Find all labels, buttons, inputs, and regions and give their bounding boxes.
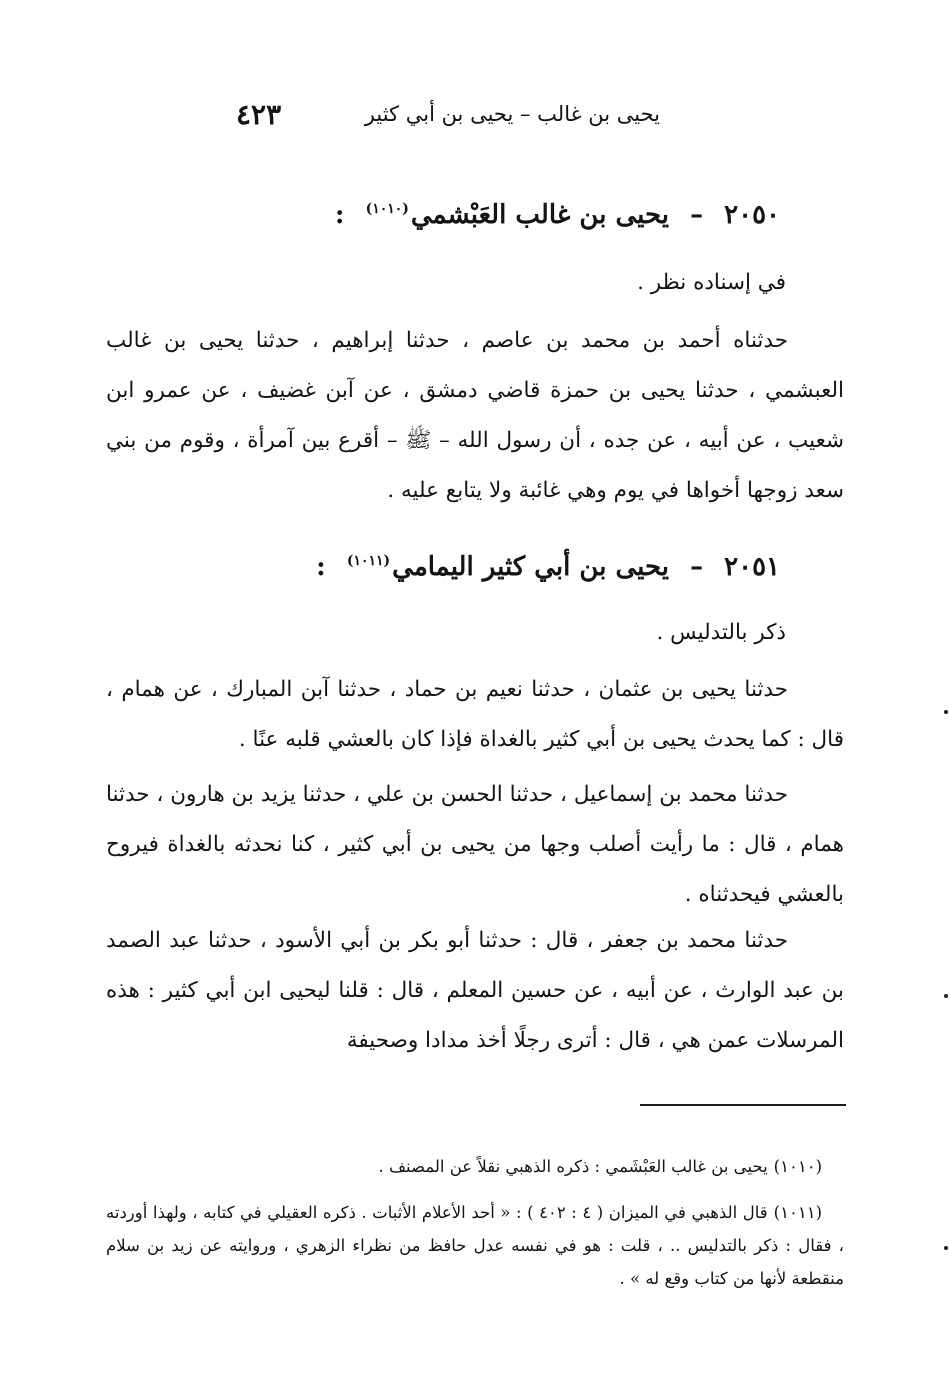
entry-paragraph: حدثنا محمد بن إسماعيل ، حدثنا الحسن بن علي ، حدثنا يزيد بن هارون ، حدثنا همام ، قال : ما رأيت أصلب وجها من يحيى بن أبي كثير ، كنا نحدثه بالغداة فيروح بالعشي فيحدثناه . (106, 782, 844, 907)
entry-number: ٢٠٥٠ (724, 200, 780, 230)
entry-intro: في إسناده نظر . (637, 270, 786, 295)
footnote-separator (640, 1104, 846, 1106)
entry-colon: : (334, 200, 345, 230)
footnote-text: قال الذهبي في الميزان ( ٤ : ٤٠٢ ) : « أحد الأعلام الأثبات . ذكره العقيلي في كتابه ، ولهذا أوردته ، فقال : ذكر بالتدليس .. ، قلت : هو في نفسه عدل حافظ من نظراء الزهري ، وروايته عن زيد بن سلام منقطعة لأنها من كتاب وقع له » . (106, 1203, 844, 1288)
footnote-number: (١٠١٠) (773, 1157, 822, 1176)
entry-name: يحيى بن غالب العَبْشمي (410, 200, 670, 230)
scan-speck (944, 710, 948, 714)
entry-dash: – (690, 552, 704, 582)
entry-paragraph: حدثنا يحيى بن عثمان ، حدثنا نعيم بن حماد ، حدثنا آبن المبارك ، عن همام ، قال : كما يحدث يحيى بن أبي كثير بالغداة فإذا كان بالعشي قلبه عنًا . (106, 677, 844, 752)
footnote (106, 1196, 844, 1295)
footnote-reference: (١٠١١) (346, 553, 391, 570)
running-title: يحيى بن غالب – يحيى بن أبي كثير (364, 102, 660, 126)
entry-heading-2051 (316, 552, 780, 582)
footnote (106, 1150, 844, 1183)
entry-heading-2050 (335, 200, 780, 230)
entry-number: ٢٠٥١ (724, 552, 780, 582)
entry-colon: : (316, 552, 326, 582)
entry-name: يحيى بن أبي كثير اليمامي (392, 552, 670, 582)
entry-paragraph: حدثناه أحمد بن محمد بن عاصم ، حدثنا إبراهيم ، حدثنا يحيى بن غالب العبشمي ، حدثنا يحيى بن حمزة قاضي دمشق ، عن آبن غضيف ، عن عمرو ابن شعيب ، عن أبيه ، عن جده ، أن رسول الله – ﷺ – أقرع بين آمرأة ، وقوم من بني سعد زوجها أخواها في يوم وهي غائبة ولا يتابع عليه . (106, 328, 844, 503)
entry-intro: ذكر بالتدليس . (656, 620, 786, 645)
footnote-reference: (١٠١٠) (365, 201, 409, 218)
page-number: ٤٢٣ (236, 98, 282, 131)
entry-dash: – (690, 200, 704, 230)
footnote-number: (١٠١١) (773, 1203, 822, 1222)
scan-speck (944, 1246, 948, 1250)
scan-speck (944, 994, 948, 998)
page-header (150, 98, 800, 142)
footnote-text: يحيى بن غالب العَبْشَمي : ذكره الذهبي نقلاً عن المصنف . (378, 1157, 768, 1176)
entry-paragraph: حدثنا محمد بن جعفر ، قال : حدثنا أبو بكر بن أبي الأسود ، حدثنا عبد الصمد بن عبد الوارث ، عن أبيه ، عن حسين المعلم ، قال : قلنا ليحيى ابن أبي كثير : هذه المرسلات عمن هي ، قال : أترى رجلًا أخذ مدادا وصحيفة (106, 928, 844, 1053)
